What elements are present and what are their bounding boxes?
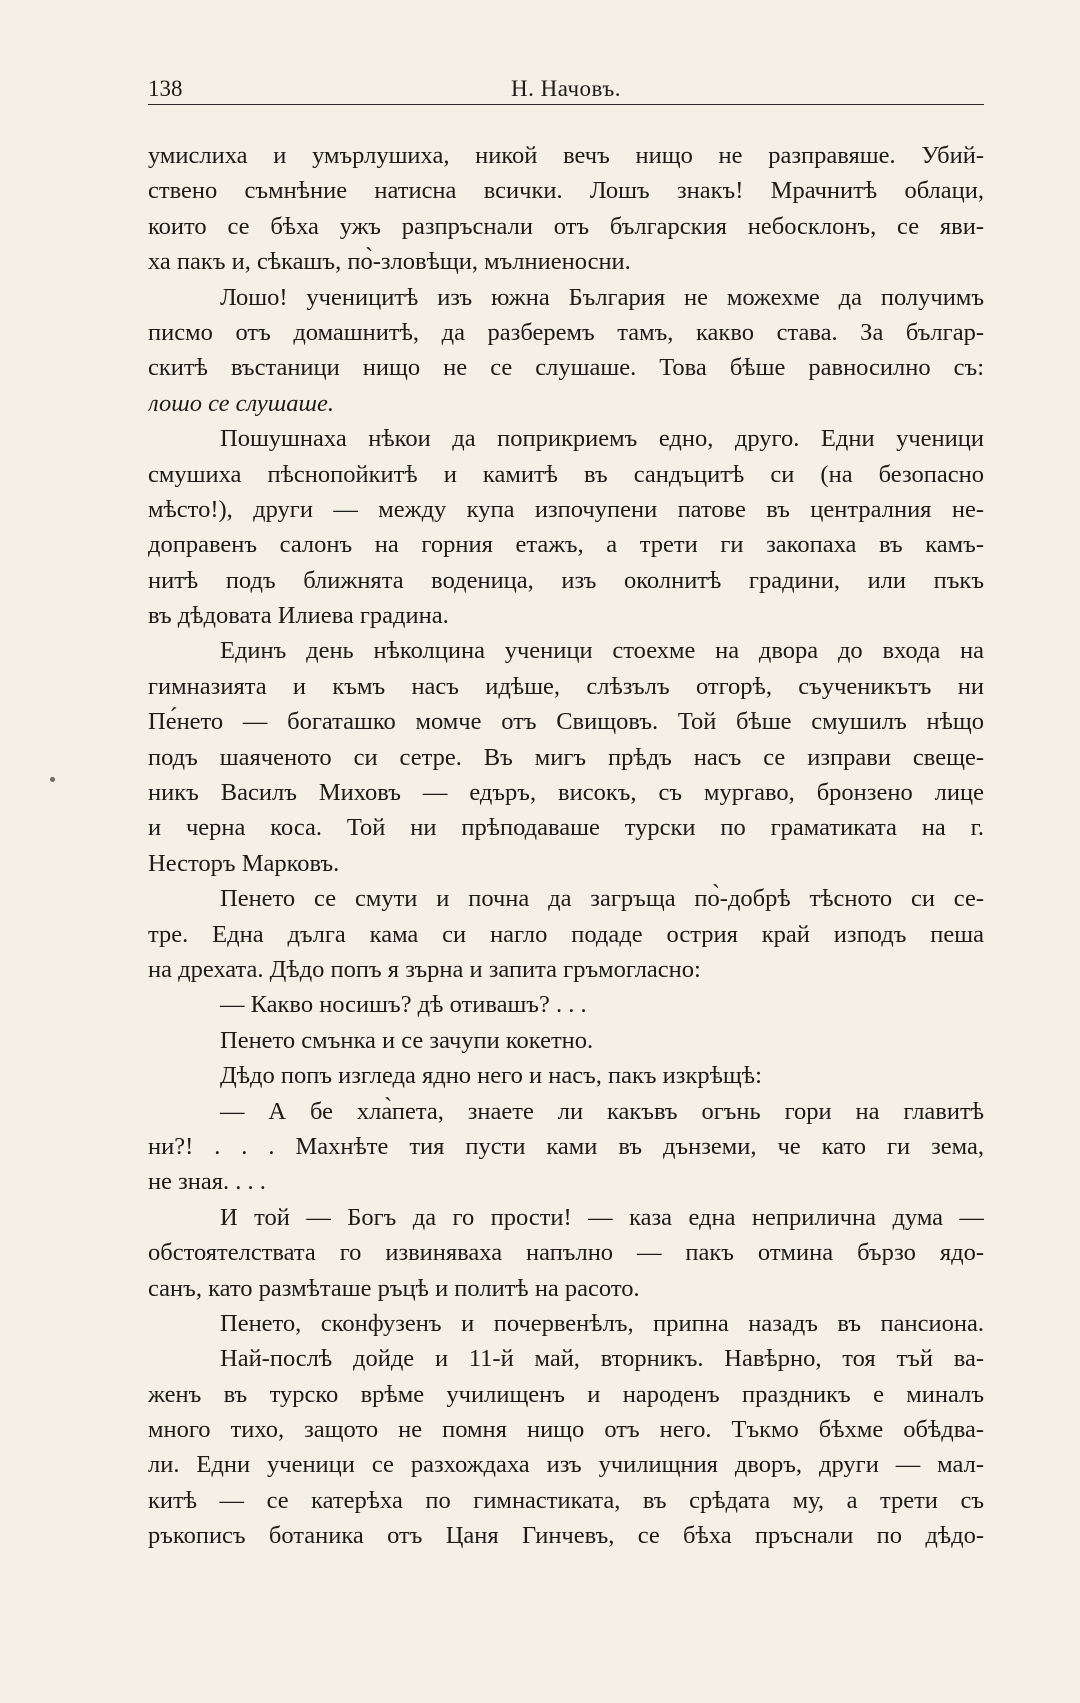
running-title: Н. Начовъ. bbox=[510, 76, 621, 101]
text-line: гимназията и къмъ насъ идѣше, слѣзълъ отгорѣ, съученикътъ ни bbox=[148, 672, 984, 700]
text-line: женъ въ турско врѣме училищенъ и народенъ праздникъ е миналъ bbox=[148, 1380, 984, 1408]
text-line: китѣ — се катерѣха по гимнастиката, въ срѣдата му, а трети съ bbox=[148, 1486, 984, 1514]
text-line: смушиха пѣснопойкитѣ и камитѣ въ сандъцитѣ си (на безопасно bbox=[148, 460, 984, 488]
text-line: Лошо! ученицитѣ изъ южна България не можехме да получимъ bbox=[220, 283, 984, 311]
header-rule bbox=[148, 104, 984, 105]
text-line: въ дѣдовата Илиева градина. bbox=[148, 602, 449, 630]
text-line: — Какво носишъ? дѣ отивашъ? . . . bbox=[220, 991, 587, 1019]
ink-speck bbox=[50, 777, 55, 782]
text-line: Пе́нето — богаташко момче отъ Свищовъ. Той бѣше смушилъ нѣщо bbox=[148, 708, 984, 736]
text-line: доправенъ салонъ на горния етажъ, а трети ги закопаха въ камъ- bbox=[148, 531, 984, 559]
text-line: тре. Една дълга кама си нагло подаде острия край изподъ пеша bbox=[148, 920, 984, 948]
text-line: Единъ день нѣколцина ученици стоехме на двора до входа на bbox=[220, 637, 984, 665]
text-line: Пенето, сконфузенъ и почервенѣлъ, припна назадъ въ пансиона. bbox=[220, 1309, 984, 1337]
text-line: и черна коса. Той ни прѣподаваше турски по граматиката на г. bbox=[148, 814, 984, 842]
text-line: — А бе хла̀пета, знаете ли какъвъ огънь гори на главитѣ bbox=[220, 1097, 984, 1125]
text-line: Най-послѣ дойде и 11-й май, вторникъ. Навѣрно, тоя тъй ва- bbox=[220, 1345, 984, 1373]
text-line: Пенето смънка и се зачупи кокетно. bbox=[220, 1026, 594, 1054]
text-line: писмо отъ домашнитѣ, да разберемъ тамъ, какво става. За българ- bbox=[148, 318, 984, 346]
text-line: много тихо, защото не помня нищо отъ него. Тъкмо бѣхме обѣдва- bbox=[148, 1416, 984, 1444]
text-line: подъ шаяченото си сетре. Въ мигъ прѣдъ насъ се изправи свеще- bbox=[148, 743, 984, 771]
text-line: не зная. . . . bbox=[148, 1168, 266, 1196]
text-line: Дѣдо попъ изгледа ядно него и насъ, пакъ изкрѣщѣ: bbox=[220, 1062, 762, 1090]
text-line: никъ Василъ Миховъ — едъръ, високъ, съ мургаво, бронзено лице bbox=[148, 779, 984, 807]
text-line: обстоятелствата го извиняваха напълно — пакъ отмина бързо ядо- bbox=[148, 1239, 984, 1267]
text-line: Несторъ Марковъ. bbox=[148, 849, 340, 877]
text-line: ръкописъ ботаника отъ Цаня Гинчевъ, се бѣха пръснали по дѣдо- bbox=[148, 1522, 984, 1550]
text-line: Пенето се смути и почна да загръща по̀-добрѣ тѣсното си се- bbox=[220, 885, 984, 913]
text-line: Пошушнаха нѣкои да поприкриемъ едно, друго. Едни ученици bbox=[220, 425, 984, 453]
text-line: скитѣ въстаници нищо не се слушаше. Това бѣше равносилно съ: bbox=[148, 354, 984, 382]
page-body bbox=[148, 138, 984, 1554]
text-line: ли. Едни ученици се разхождаха изъ училищния дворъ, други — мал- bbox=[148, 1451, 984, 1479]
text-line: лошо се слушаше. bbox=[148, 389, 334, 417]
text-line: умислиха и умърлушиха, никой вечъ нищо не разправяше. Убий- bbox=[148, 142, 984, 169]
text-line: санъ, като размѣташе ръцѣ и политѣ на расото. bbox=[148, 1274, 640, 1302]
page-number: 138 bbox=[148, 76, 183, 101]
page-header bbox=[148, 76, 984, 104]
text-line: ха пакъ и, сѣкашъ, по̀-зловѣщи, мълниеносни. bbox=[148, 248, 631, 276]
text-line: мѣсто!), други — между купа изпочупени патове въ централния не- bbox=[148, 495, 984, 523]
text-line: нитѣ подъ ближнята воденица, изъ околнитѣ градини, или пъкъ bbox=[148, 566, 984, 594]
text-line: И той — Богъ да го прости! — каза една неприлична дума — bbox=[220, 1203, 984, 1231]
text-line: на дрехата. Дѣдо попъ я зърна и запита гръмогласно: bbox=[148, 955, 701, 983]
text-line: които се бѣха ужъ разпръснали отъ българския небосклонъ, се яви- bbox=[148, 212, 984, 240]
text-line: ствено съмнѣние натисна всички. Лошъ знакъ! Мрачнитѣ облаци, bbox=[148, 177, 984, 205]
text-line: ни?! . . . Махнѣте тия пусти ками въ дънземи, че като ги зема, bbox=[148, 1132, 984, 1160]
